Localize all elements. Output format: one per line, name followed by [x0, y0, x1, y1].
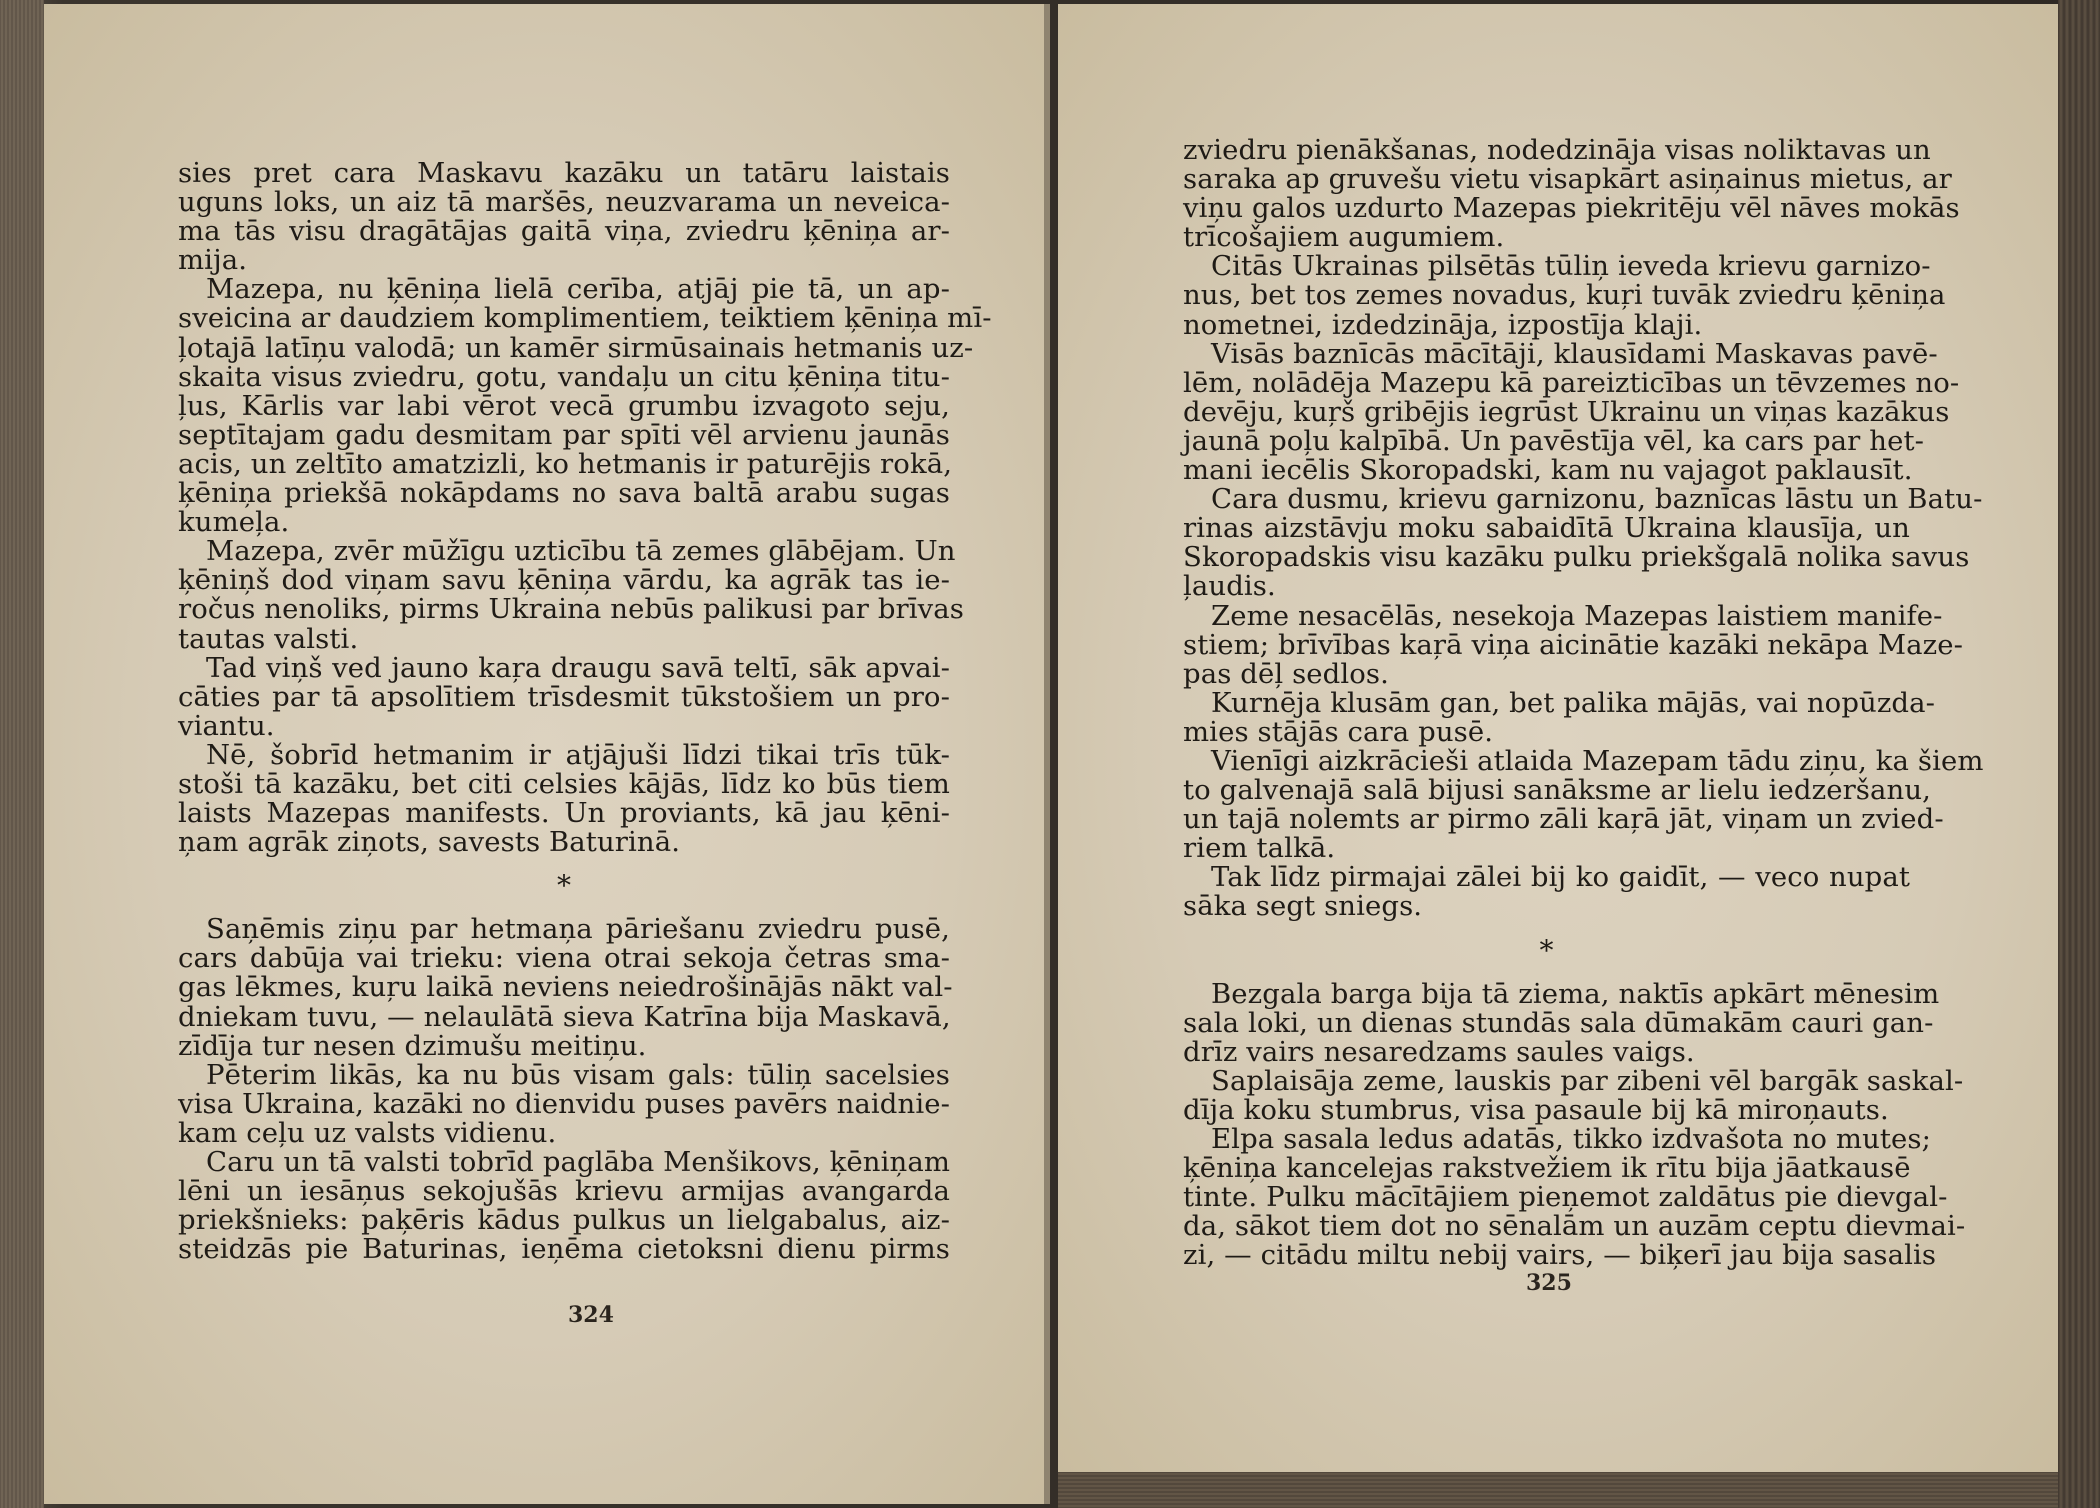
- text-line: Skoropadskis visu kazāku pulku priekšgalā nolika savus: [1183, 541, 1970, 574]
- text-line: gas lēkmes, kuŗu laikā neviens neiedrošinājās nākt val-: [178, 971, 953, 1004]
- text-line: cāties par tā apsolītiem trīsdesmit tūkstošiem un pro-: [178, 680, 950, 713]
- text-line: to galvenajā salā bijusi sanāksme ar lielu iedzeršanu,: [1183, 774, 1931, 807]
- text-line: rinas aizstāvju moku sabaidītā Ukraina klausīja, un: [1183, 512, 1910, 545]
- text-line: nus, bet tos zemes novadus, kuŗi tuvāk zviedru ķēniņa: [1183, 279, 1946, 312]
- text-line: ķēniņa kancelejas rakstvežiem ik rītu bija jāatkausē: [1183, 1152, 1911, 1185]
- text-line: saraka ap gruvešu vietu visapkārt asiņainus mietus, ar: [1183, 163, 1952, 196]
- text-line: mani iecēlis Skoropadski, kam nu vajagot paklausīt.: [1183, 454, 1913, 487]
- text-line: tautas valsti.: [178, 622, 359, 655]
- text-line: priekšnieks: paķēris kādus pulkus un lielgabalus, aiz-: [178, 1204, 950, 1237]
- text-line: laists Mazepas manifests. Un proviants, kā jau ķēni-: [178, 797, 950, 830]
- text-line: zīdīja tur nesen dzimušu meitiņu.: [178, 1029, 647, 1062]
- text-line: Saņēmis ziņu par hetmaņa pāriešanu zviedru pusē,: [206, 913, 950, 946]
- text-line: stiem; brīvības kaŗā viņa aicinātie kazāki nekāpa Maze-: [1183, 628, 1963, 661]
- text-line: drīz vairs nesaredzams saules vaigs.: [1183, 1035, 1695, 1068]
- text-line: ķēniņa priekšā nokāpdams no sava baltā arabu sugas: [178, 477, 950, 510]
- text-line: ročus nenoliks, pirms Ukraina nebūs palikusi par brīvas: [178, 593, 965, 626]
- text-line: cars dabūja vai trieku: viena otrai sekoja četras sma-: [178, 942, 950, 975]
- text-line: sveicina ar daudziem komplimentiem, teiktiem ķēniņa mī-: [178, 302, 992, 335]
- text-line: Saplaisāja zeme, lauskis par zibeni vēl bargāk saskal-: [1211, 1064, 1964, 1097]
- text-line: ļaudis.: [1183, 570, 1276, 603]
- text-line: Kurnēja klusām gan, bet palika mājās, vai nopūzda-: [1211, 686, 1936, 719]
- text-line: dīja koku stumbrus, visa pasaule bij kā miroņauts.: [1183, 1093, 1889, 1126]
- text-line: kumeļa.: [178, 506, 290, 539]
- text-line: Cara dusmu, krievu garnizonu, baznīcas lāstu un Batu-: [1211, 483, 1983, 516]
- text-line: acis, un zeltīto amatzizli, ko hetmanis ir paturējis rokā,: [178, 447, 953, 480]
- text-line: Elpa sasala ledus adatās, tikko izdvašota no mutes;: [1211, 1123, 1931, 1155]
- text-line: tinte. Pulku mācītājiem pieņemot zaldātus pie dievgal-: [1183, 1181, 1948, 1214]
- text-line: devēju, kuŗš gribējis iegrūst Ukrainu un viņas kazākus: [1183, 395, 1950, 428]
- text-line: Pēterim likās, ka nu būs visam gals: tūliņ sacelsies: [206, 1058, 950, 1091]
- text-line: Caru un tā valsti tobrīd paglāba Menšikovs, ķēniņam: [206, 1146, 950, 1178]
- text-line: pas dēļ sedlos.: [1183, 657, 1389, 690]
- text-line: viantu.: [178, 709, 275, 742]
- text-line: kam ceļu uz valsts vidienu.: [178, 1116, 557, 1149]
- text-line: mija.: [178, 244, 248, 277]
- text-line: uguns loks, un aiz tā maršēs, neuzvarama un neveica-: [178, 186, 950, 219]
- text-line: lēni un iesāņus sekojušās krievu armijas avangarda: [178, 1175, 950, 1208]
- left-page-text: [178, 157, 992, 1266]
- text-line: jaunā poļu kalpībā. Un pavēstīja vēl, ka cars par het-: [1183, 424, 1924, 457]
- text-line: Bezgala barga bija tā ziema, naktīs apkārt mēnesim: [1211, 977, 1940, 1010]
- text-line: visa Ukraina, kazāki no dienvidu puses pavērs naidnie-: [178, 1087, 950, 1120]
- text-line: Visās baznīcās mācītāji, klausīdami Maskavas pavē-: [1211, 337, 1938, 370]
- page-number-left: 324: [568, 1302, 614, 1328]
- section-break: *: [1539, 933, 1554, 967]
- text-line: Mazepa, zvēr mūžīgu uzticību tā zemes glābējam. Un: [206, 535, 956, 568]
- section-break: *: [556, 869, 572, 903]
- text-line: viņu galos uzdurto Mazepas piekritēju vēl nāves mokās: [1183, 192, 1960, 225]
- text-line: Tak līdz pirmajai zālei bij ko gaidīt, — veco nupat: [1211, 861, 1910, 894]
- text-line: ļotajā latīņu valodā; un kamēr sirmūsainais hetmanis uz-: [178, 331, 974, 364]
- text-line: lēm, nolādēja Mazepu kā pareizticības un tēvzemes no-: [1183, 366, 1960, 399]
- right-page-text: [1183, 134, 1984, 1272]
- left-page-edges: [0, 0, 44, 1508]
- text-line: sies pret cara Maskavu kazāku un tatāru laistais: [178, 157, 950, 189]
- text-line: Mazepa, nu ķēniņa lielā cerība, atjāj pie tā, un ap-: [206, 273, 950, 306]
- text-line: zi, — citādu miltu nebij vairs, — biķerī jau bija sasalis: [1183, 1239, 1937, 1272]
- text-line: ma tās visu dragātājas gaitā viņa, zviedru ķēniņa ar-: [178, 215, 950, 248]
- text-line: un tajā nolemts ar pirmo zāli kaŗā jāt, viņam un zvied-: [1183, 803, 1944, 836]
- text-line: riem talkā.: [1183, 832, 1336, 865]
- text-line: septītajam gadu desmitam par spīti vēl arvienu jaunās: [178, 418, 950, 451]
- page-number-right: 325: [1526, 1270, 1572, 1296]
- text-line: skaita visus zviedru, gotu, vandaļu un citu ķēniņa titu-: [178, 360, 950, 393]
- text-line: da, sākot tiem dot no sēnalām un auzām ceptu dievmai-: [1183, 1210, 1966, 1243]
- text-line: Nē, šobrīd hetmanim ir atjājuši līdzi tikai trīs tūk-: [206, 738, 950, 771]
- text-line: stoši tā kazāku, bet citi celsies kājās, līdz ko būs tiem: [178, 767, 950, 800]
- text-line: Zeme nesacēlās, nesekoja Mazepas laistiem manife-: [1211, 599, 1943, 632]
- text-line: Tad viņš ved jauno kaŗa draugu savā teltī, sāk apvai-: [206, 651, 950, 684]
- text-line: dniekam tuvu, — nelaulātā sieva Katrīna bija Maskavā,: [178, 1000, 951, 1033]
- text-line: ļus, Kārlis var labi vērot vecā grumbu izvagoto seju,: [178, 389, 950, 422]
- text-line: Vienīgi aizkrācieši atlaida Mazepam tādu ziņu, ka šiem: [1211, 744, 1984, 777]
- text-line: nometnei, izdedzināja, izpostīja klaji.: [1183, 308, 1703, 341]
- bottom-page-edges: [1058, 1472, 2058, 1508]
- text-line: sala loki, un dienas stundās sala dūmakām cauri gan-: [1183, 1006, 1934, 1039]
- text-line: Citās Ukrainas pilsētās tūliņ ieveda krievu garnizo-: [1211, 250, 1931, 283]
- text-line: trīcošajiem augumiem.: [1183, 221, 1505, 254]
- text-line: steidzās pie Baturinas, ieņēma cietoksni dienu pirms: [178, 1233, 950, 1266]
- text-line: sāka segt sniegs.: [1183, 890, 1423, 923]
- text-line: ņam agrāk ziņots, savests Baturinā.: [178, 826, 681, 859]
- text-line: mies stājās cara pusē.: [1183, 715, 1494, 748]
- text-line: ķēniņš dod viņam savu ķēniņa vārdu, ka agrāk tas ie-: [178, 564, 950, 597]
- text-line: zviedru pienākšanas, nodedzināja visas noliktavas un: [1183, 134, 1931, 166]
- right-page-edges: [2058, 0, 2100, 1508]
